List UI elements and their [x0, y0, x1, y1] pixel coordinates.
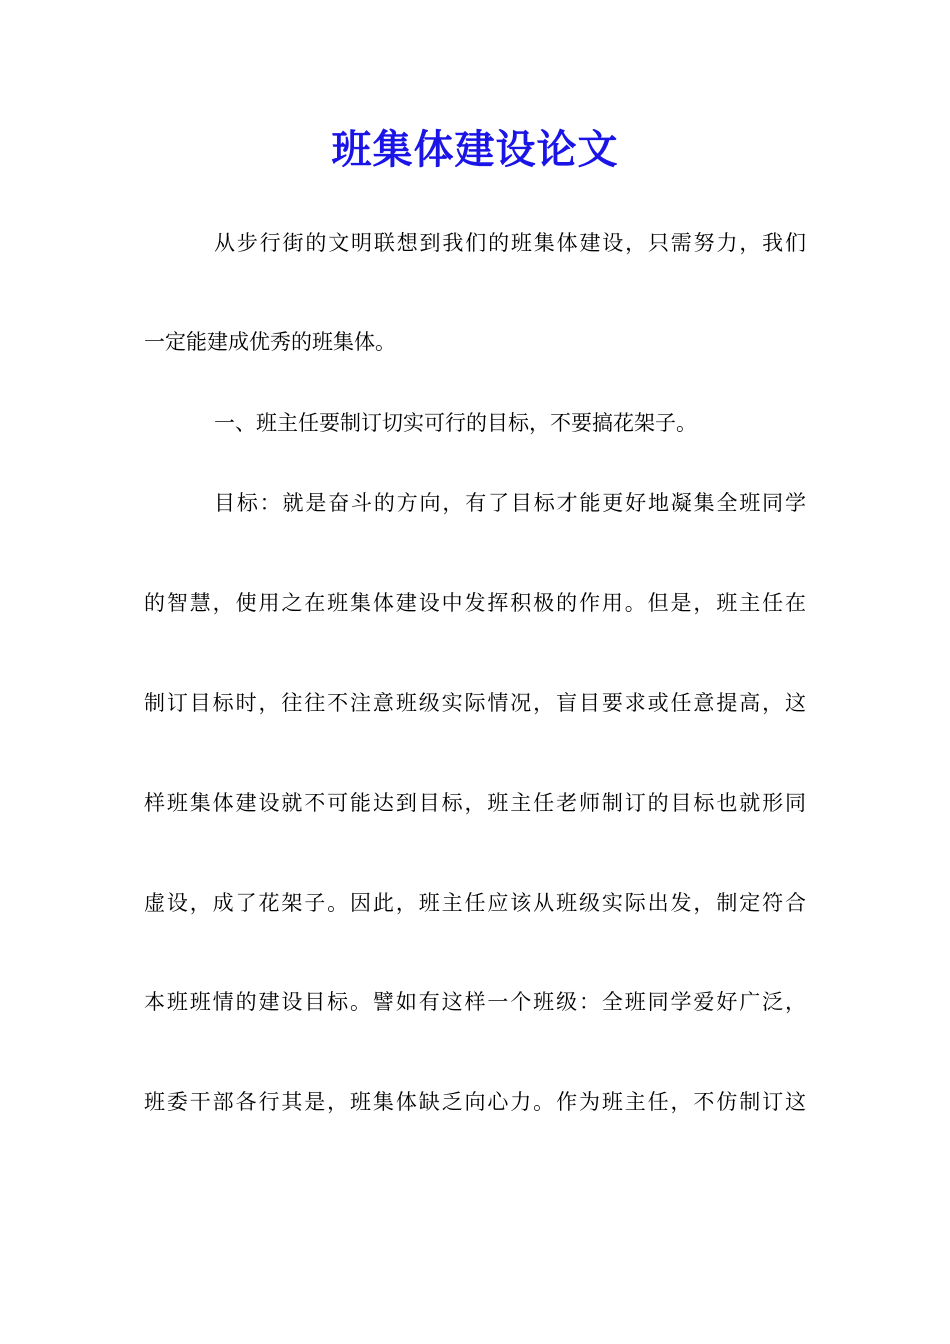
section-heading: 一、班主任要制订切实可行的目标，不要搞花架子。	[214, 411, 697, 435]
paragraph-line: 样班集体建设就不可能达到目标，班主任老师制订的目标也就形同	[144, 791, 806, 815]
paragraph-line: 一定能建成优秀的班集体。	[144, 330, 396, 354]
document-title: 班集体建设论文	[331, 126, 619, 173]
paragraph-line: 目标：就是奋斗的方向，有了目标才能更好地凝集全班同学	[214, 491, 806, 515]
paragraph-line: 的智慧，使用之在班集体建设中发挥积极的作用。但是，班主任在	[144, 591, 806, 615]
paragraph-line: 制订目标时，往往不注意班级实际情况，盲目要求或任意提高，这	[144, 691, 806, 715]
paragraph-line: 虚设，成了花架子。因此，班主任应该从班级实际出发，制定符合	[144, 891, 806, 915]
paragraph-line: 班委干部各行其是，班集体缺乏向心力。作为班主任，不仿制订这	[144, 1090, 806, 1114]
paragraph-line: 本班班情的建设目标。譬如有这样一个班级：全班同学爱好广泛，	[144, 990, 806, 1014]
paragraph-line: 从步行街的文明联想到我们的班集体建设，只需努力，我们	[214, 231, 806, 255]
